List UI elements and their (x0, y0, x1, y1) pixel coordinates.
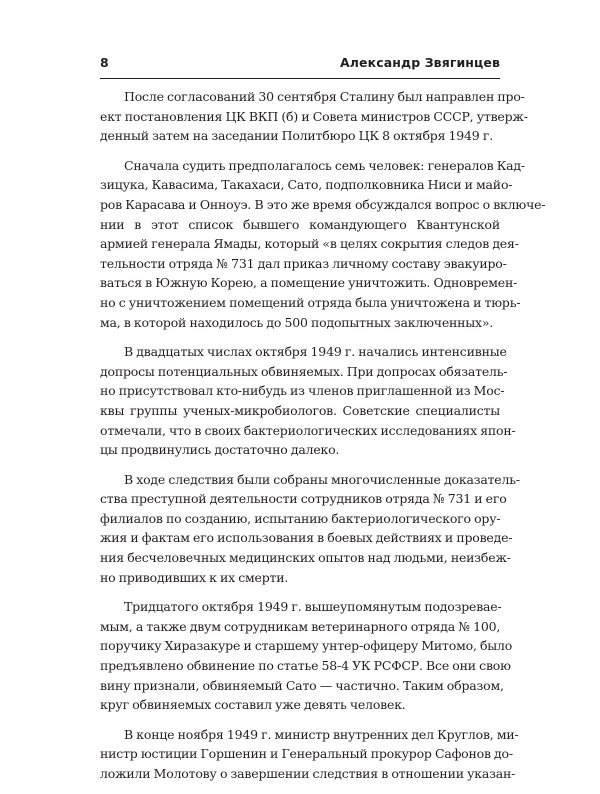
text-line: жия и фактам его использования в боевых действиях и проведе- (100, 530, 513, 546)
text-line: филиалов по созданию, испытанию бактериологического ору- (100, 510, 501, 526)
text-line: квы группы ученых-микробиологов. Советские специалисты (100, 402, 500, 418)
text-line: ма, в которой находилось до 500 подопытных заключенных». (100, 314, 494, 330)
text-line: ваться в Южную Корею, а помещение уничтожить. Одновремен- (100, 275, 518, 291)
text-line: В конце ноября 1949 г. министр внутренних дел Круглов, ми- (124, 726, 519, 742)
text-line: армией генерала Ямады, который «в целях сокрытия следов дея- (100, 236, 519, 252)
paragraph (100, 725, 519, 784)
paragraph (100, 156, 546, 332)
text-line: нистр юстиции Горшенин и Генеральный прокурор Сафонов до- (100, 746, 513, 762)
text-line: В двадцатых числах октября 1949 г. начались интенсивные (124, 344, 507, 360)
text-line: мым, а также двум сотрудникам ветеринарного отряда № 100, (100, 618, 501, 634)
text-line: ства преступной деятельности сотрудников отряда № 731 и его (100, 491, 507, 507)
paragraph (100, 470, 520, 588)
paragraph (100, 87, 528, 146)
text-line: поручику Хиразакуре и старшему унтер-офицеру Митомо, было (100, 638, 513, 654)
page-number: 8 (100, 55, 109, 70)
text-line: цы продвинулись достаточно далеко. (100, 442, 340, 458)
text-line: вину признали, обвиняемый Сато — частично. Таким образом, (100, 677, 504, 693)
text-line: круг обвиняемых составил уже девять человек. (100, 697, 406, 713)
text-line: Тридцатого октября 1949 г. вышеупомянутым подозревае- (124, 599, 502, 615)
text-line: тельности отряда № 731 дал приказ личному составу эвакуиро- (100, 255, 507, 271)
text-line: После согласований 30 сентября Сталину был направлен про- (124, 89, 525, 104)
paragraph (100, 597, 513, 715)
body-text (100, 87, 546, 794)
text-line: но приводивших к их смерти. (100, 569, 289, 585)
text-line: ров Карасава и Онноуэ. В это же время обсуждался вопрос о включе- (100, 196, 546, 212)
text-line: ния бесчеловечных медицинских опытов над людьми, неизбеж- (100, 550, 511, 566)
text-line: ложили Молотову о завершении следствия в отношении указан- (100, 766, 516, 781)
paragraph (100, 342, 516, 460)
text-line: допросы потенциальных обвиняемых. При допросах обязатель- (100, 363, 508, 379)
text-line: денный затем на заседании Политбюро ЦК 8 октября 1949 г. (100, 128, 493, 144)
text-line: Сначала судить предполагалось семь человек: генералов Кад- (124, 157, 525, 173)
running-head (100, 54, 500, 79)
text-line: но присутствовал кто-нибудь из членов приглашенной из Мос- (100, 383, 505, 399)
text-line: предъявлено обвинение по статье 58-4 УК РСФСР. Все они свою (100, 658, 511, 674)
text-line: В ходе следствия были собраны многочисленные доказатель- (124, 471, 520, 487)
text-line: но с уничтожением помещений отряда была уничтожена и тюрь- (100, 294, 521, 310)
text-line: ект постановления ЦК ВКП (б) и Совета министров СССР, утверж- (100, 108, 528, 124)
text-line: зицука, Кавасима, Такахаси, Сато, подполковника Ниси и майо- (100, 177, 513, 193)
running-head-author: Александр Звягинцев (340, 55, 500, 70)
text-line: отмечали, что в своих бактериологических исследованиях япон- (100, 422, 516, 438)
text-line: нии в этот список бывшего командующего Квантунской (100, 216, 500, 232)
